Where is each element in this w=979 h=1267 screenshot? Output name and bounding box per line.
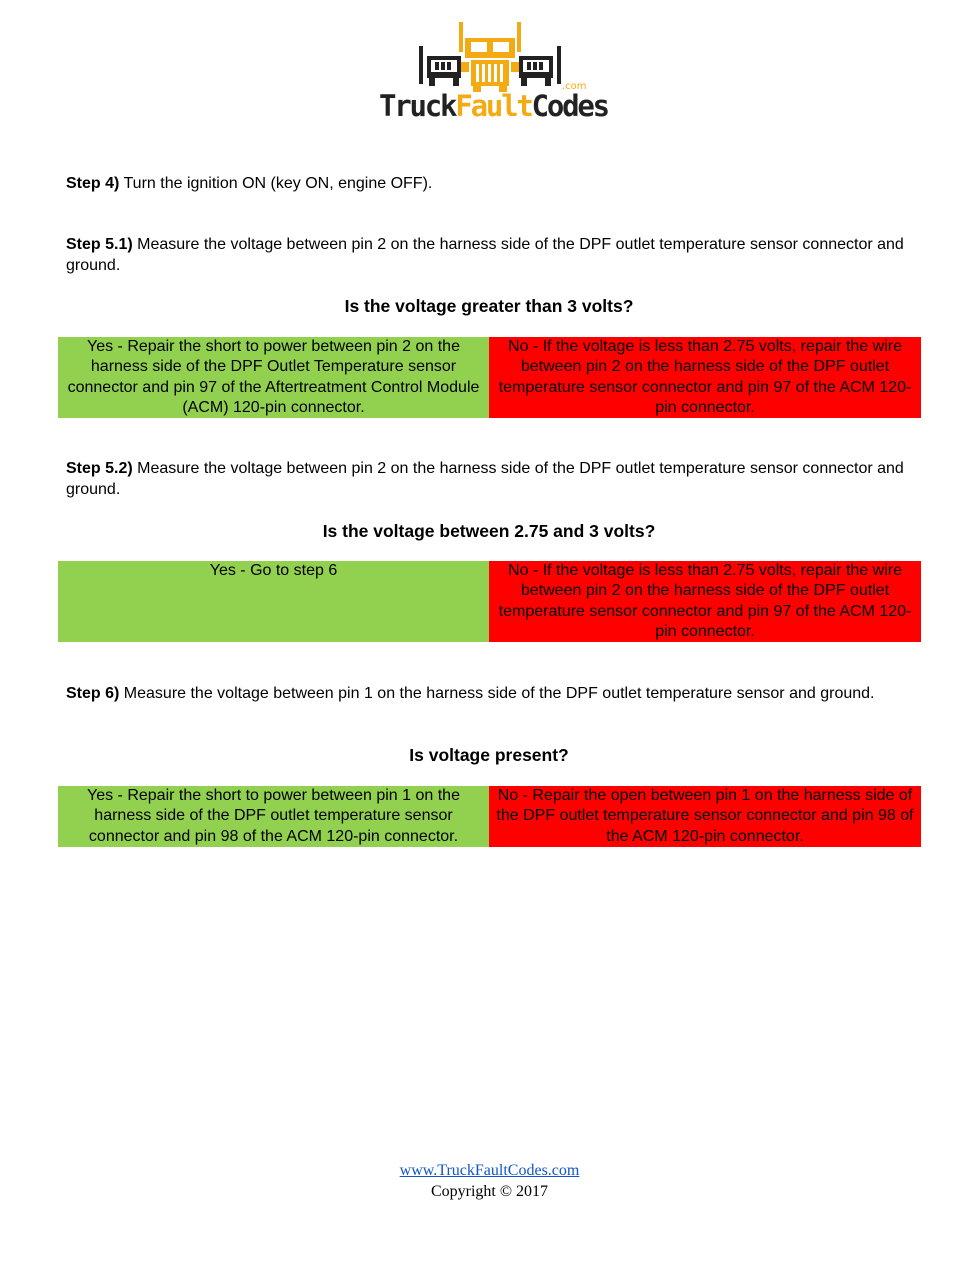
logo-wordmark [379, 88, 608, 124]
step-5-2-question: Is the voltage between 2.75 and 3 volts? [322, 521, 656, 541]
step-5-1-yes-cell: Yes - Repair the short to power between pin 2 on the harness side of the DPF Outlet Temperature sensor connector and pin 97 of the Aftertreatment Control Module (ACM) 120-pin connector. [58, 337, 489, 418]
step-5-2-no-cell: No - If the voltage is less than 2.75 volts, repair the wire between pin 2 on the harness side of the DPF outlet temperature sensor connector and pin 97 of the ACM 120-pin connector. [489, 561, 921, 642]
step-6-question: Is voltage present? [409, 745, 569, 765]
footer [0, 1160, 979, 1202]
step-5-1 [66, 234, 906, 276]
step-5-1-no-cell: No - If the voltage is less than 2.75 volts, repair the wire between pin 2 on the harness side of the DPF outlet temperature sensor connector and pin 97 of the ACM 120-pin connector. [489, 337, 921, 418]
logo-dotcom: .com [562, 81, 587, 92]
step-6-text: Measure the voltage between pin 1 on the harness side of the DPF outlet temperature sensor and ground. [119, 685, 875, 702]
step-5-1-answers [58, 337, 921, 418]
step-6-no-cell: No - Repair the open between pin 1 on the harness side of the DPF outlet temperature sensor connector and pin 98 of the ACM 120-pin connector. [489, 786, 921, 847]
step-6-yes-cell: Yes - Repair the short to power between pin 1 on the harness side of the DPF outlet temperature sensor connector and pin 98 of the ACM 120-pin connector. [58, 786, 489, 847]
step-6-label: Step 6) [66, 685, 120, 702]
step-4-label: Step 4) [66, 175, 120, 192]
step-5-1-label: Step 5.1) [66, 236, 133, 253]
step-5-1-question: Is the voltage greater than 3 volts? [344, 296, 634, 316]
logo [375, 18, 608, 130]
step-5-2-text: Measure the voltage between pin 2 on the harness side of the DPF outlet temperature sensor connector and ground. [66, 460, 904, 498]
step-5-1-text: Measure the voltage between pin 2 on the harness side of the DPF outlet temperature sensor connector and ground. [66, 236, 904, 274]
step-5-2-answers [58, 561, 921, 642]
step-5-2-yes-cell: Yes - Go to step 6 [58, 561, 489, 642]
step-6-answers [58, 786, 921, 847]
step-4 [66, 173, 906, 194]
step-5-2 [66, 458, 906, 500]
logo-word-fault: Fault [455, 89, 532, 123]
logo-word-codes: Codes [531, 89, 608, 123]
step-6 [66, 683, 906, 704]
logo-word-truck: Truck [379, 89, 456, 123]
step-4-text: Turn the ignition ON (key ON, engine OFF). [119, 175, 433, 192]
footer-copyright: Copyright © 2017 [430, 1183, 549, 1200]
step-5-2-label: Step 5.2) [66, 460, 133, 477]
footer-website-link[interactable]: www.TruckFaultCodes.com [399, 1162, 580, 1179]
